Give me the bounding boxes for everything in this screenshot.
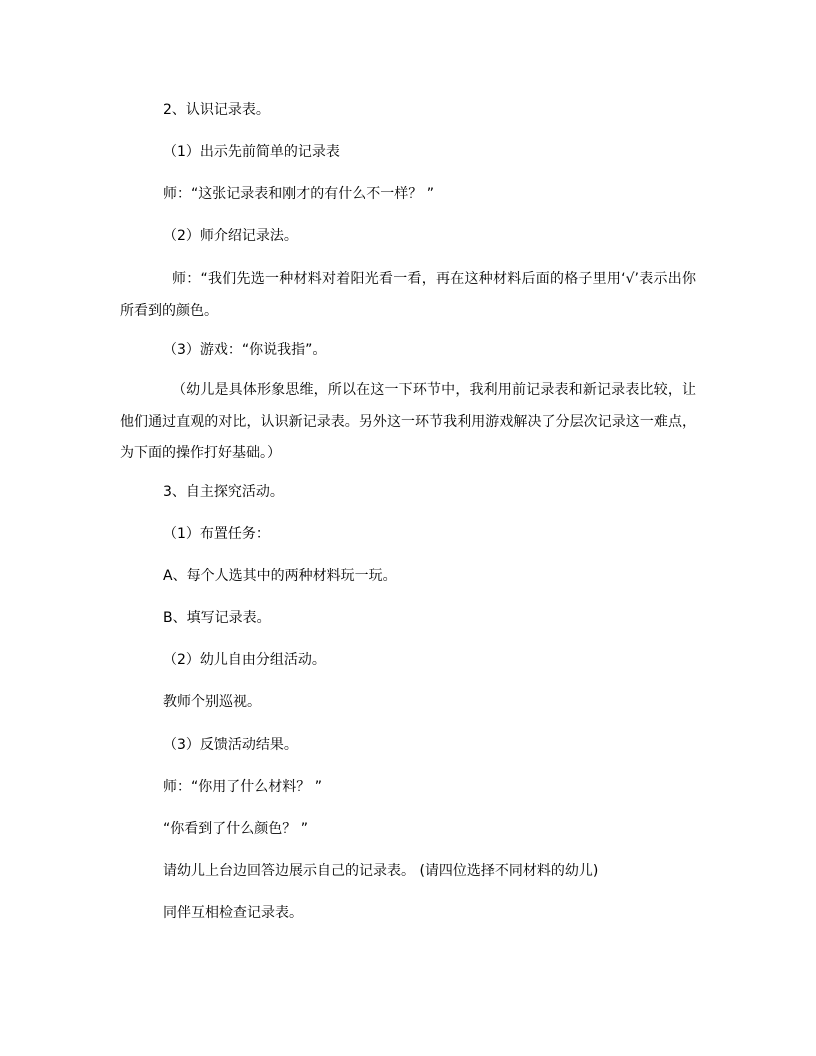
- teacher-patrol: 教师个别巡视。: [163, 694, 261, 710]
- task-a-play-materials: A、每个人选其中的两种材料玩一玩。: [163, 568, 397, 584]
- paragraph-teacher-method: 师：“我们先选一种材料对着阳光看一看，再在这种材料后面的格子里用‘√’表示出你所看到的颜色。: [120, 271, 696, 319]
- step-introduce-recording-method: （2）师介绍记录法。: [163, 228, 298, 244]
- task-b-fill-table: B、填写记录表。: [163, 610, 271, 626]
- teacher-question-materials: 师：“你用了什么材料？ ”: [163, 779, 322, 795]
- step-game-you-say-i-point: （3）游戏：“你说我指”。: [163, 342, 327, 358]
- teacher-question-difference: 师：“这张记录表和刚才的有什么不一样？ ”: [163, 186, 434, 202]
- step-feedback-results: （3）反馈活动结果。: [163, 737, 298, 753]
- step-assign-tasks: （1）布置任务：: [163, 526, 270, 542]
- step-show-simple-table: （1）出示先前简单的记录表: [163, 144, 340, 160]
- paragraph-design-note: （幼儿是具体形象思维，所以在这一下环节中，我利用前记录表和新记录表比较，让他们通过直观的对比，认识新记录表。另外这一环节我利用游戏解决了分层次记录这一难点，为下面的操作打好基础。）: [120, 382, 696, 461]
- section-heading-recognize-record-table: 2、认识记录表。: [163, 102, 270, 118]
- teacher-question-colors: “你看到了什么颜色？ ”: [163, 821, 308, 837]
- section-heading-independent-exploration: 3、自主探究活动。: [163, 484, 284, 500]
- step-group-activity: （2）幼儿自由分组活动。: [163, 652, 326, 668]
- children-present-tables: 请幼儿上台边回答边展示自己的记录表。 (请四位选择不同材料的幼儿): [163, 863, 599, 879]
- peer-check-tables: 同伴互相检查记录表。: [163, 905, 303, 921]
